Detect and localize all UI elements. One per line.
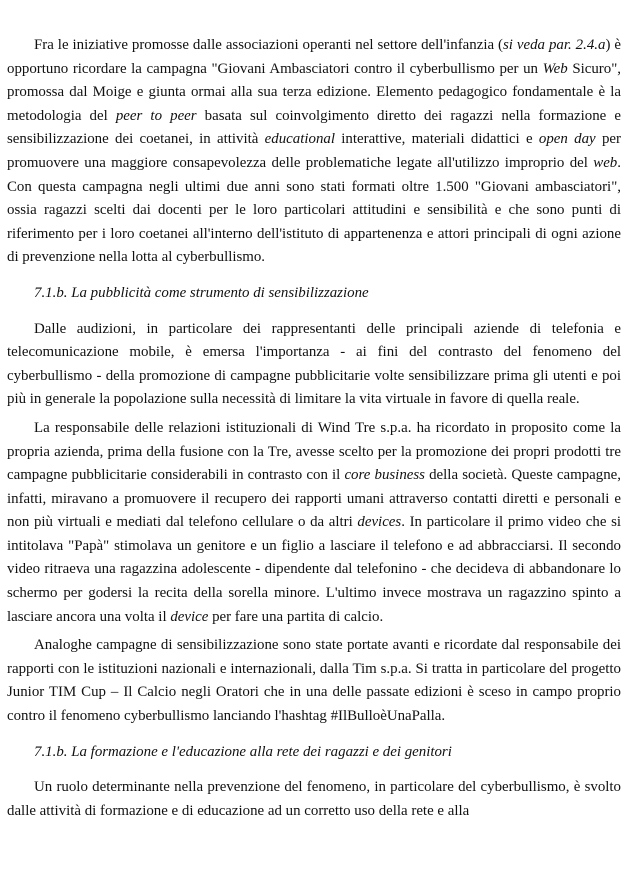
text-span: interattive, materiali didattici e xyxy=(334,131,539,148)
paragraph-formazione: Un ruolo determinante nella prevenzione del fenomeno, in particolare del cyberbullismo, è svolto dalle attività di formazione e di educazione ad un corretto uso della rete e alla xyxy=(7,779,621,819)
text-span: . In particolare il primo video che si intitolava "Papà" stimolava un genitore e un figlio a lasciare il telefono e ad abbracciarsi. Il secondo video ritraeva una ragazzina adolescente - dipendente dal telefonino - che decideva di abbandonare lo schermo per godersi la recita della sorella minore. L'ultimo invece mostrava un ragazzino spinto a lasciare ancora una volta il xyxy=(7,514,621,625)
emphasis-text: devices xyxy=(357,514,402,531)
paragraph-wind-tre xyxy=(7,417,621,629)
emphasis-text: educational xyxy=(264,131,335,148)
text-span: Sicuro", promossa dal Moige e giunta ormai alla sua terza edizione. Elemento pedagogico fondamentale è la metodologia del xyxy=(7,60,621,124)
text-span: basata sul coinvolgimento diretto dei ragazzi nella formazione e sensibilizzazione dei coetanei, in attività xyxy=(7,107,621,148)
emphasis-text: Web xyxy=(542,60,568,77)
text-span: della società. Queste campagne, infatti, miravano a promuovere il recupero dei rapporti umani attraverso contatti diretti e personali e non più virtuali e mediati dal telefono cellulare o da altri xyxy=(7,467,621,531)
emphasis-text: device xyxy=(170,608,209,625)
emphasis-text: core business xyxy=(344,467,425,484)
text-span: ) è opportuno ricordare la campagna "Giovani Ambasciatori contro il cyberbullismo per un xyxy=(7,37,621,77)
paragraph-audizioni: Dalle audizioni, in particolare dei rappresentanti delle principali aziende di telefonia e telecomunicazione mobile, è emersa l'importanza - ai fini del contrasto del fenomeno del cyberbullismo - della promozione di campagne pubblicitarie volte sensibilizzare prima gli utenti e poi più in generale la popolazione sulla necessità di limitare la vita virtuale in favore di quella reale. xyxy=(7,320,621,408)
emphasis-text: peer to peer xyxy=(115,107,197,124)
emphasis-text: si veda par. 2.4.a xyxy=(503,37,606,53)
emphasis-text: web xyxy=(593,154,618,171)
text-span: La responsabile delle relazioni istituzionali di Wind Tre s.p.a. ha ricordato in proposito come la propria azienda, prima della fusione con la Tre, avesse scelto per la promozione dei propri prodotti tre campagne pubblicitarie considerabili in contrasto con il xyxy=(7,419,621,484)
text-span: Fra le iniziative promosse dalle associazioni operanti nel settore dell'infanzia ( xyxy=(34,37,503,53)
paragraph-giovani-ambasciatori xyxy=(7,34,621,270)
section-heading-formazione: 7.1.b. La formazione e l'educazione alla rete dei ragazzi e dei genitori xyxy=(34,743,452,760)
emphasis-text: open day xyxy=(538,131,596,148)
paragraph-tim: Analoghe campagne di sensibilizzazione sono state portate avanti e ricordate dal responsabile dei rapporti con le istituzioni nazionali e internazionali, dalla Tim s.p.a. Si tratta in particolare del progetto Junior TIM Cup – Il Calcio negli Oratori che in una delle passate edizioni è sceso in campo proprio contro il fenomeno cyberbullismo lanciando l'hashtag #IlBulloèUnaPalla. xyxy=(7,637,621,725)
text-span: per promuovere una maggiore consapevolezza delle problematiche legate all'utilizzo improprio del xyxy=(7,131,621,171)
section-heading-pubblicita: 7.1.b. La pubblicità come strumento di sensibilizzazione xyxy=(34,284,369,301)
text-span: per fare una partita di calcio. xyxy=(208,608,384,625)
text-span: . Con questa campagna negli ultimi due anni sono stati formati oltre 1.500 "Giovani ambasciatori", ossia ragazzi scelti dai docenti per le loro particolari attitudini e sensibilità e che sono punti di riferimento per i loro coetanei all'interno dell'istituto di appartenenza e attori principali di ogni azione di prevenzione nella lotta al cyberbullismo. xyxy=(7,154,621,266)
